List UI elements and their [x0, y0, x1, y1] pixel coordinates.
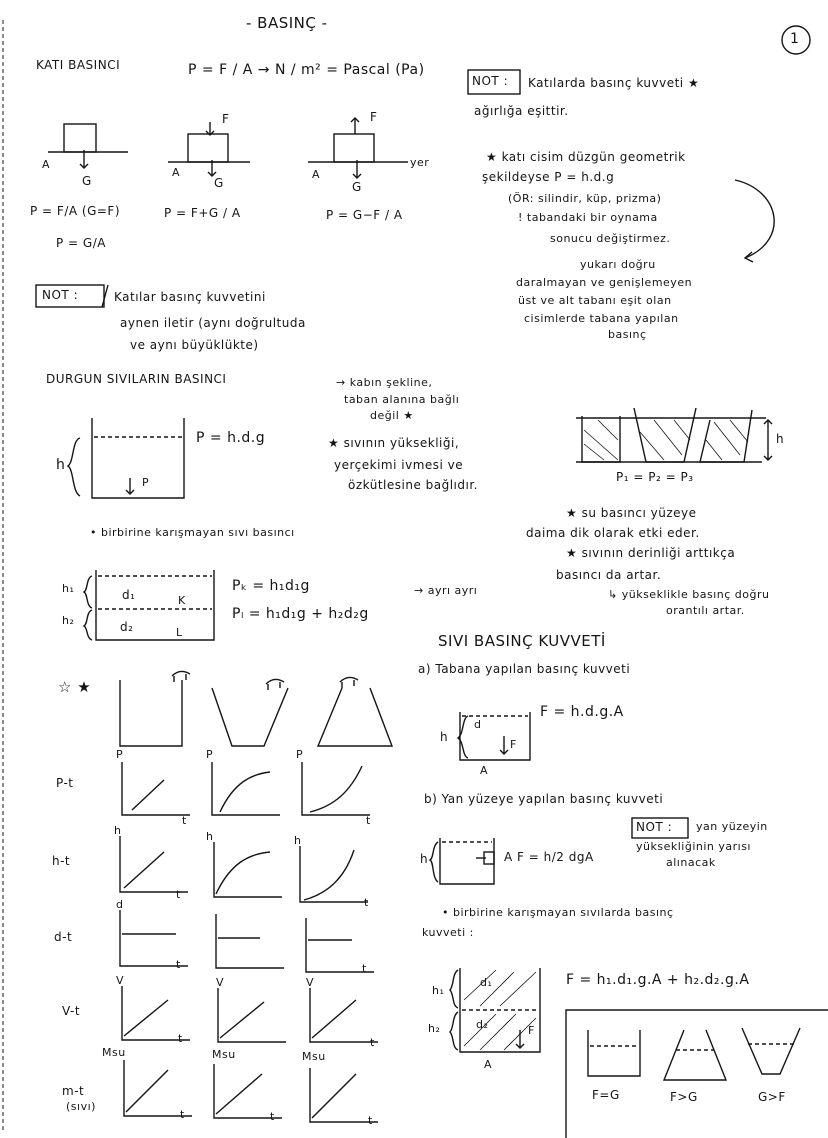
solid-note-label: NOT :	[42, 288, 79, 302]
graph-row-d-t	[120, 910, 374, 972]
case2-g: G	[214, 176, 224, 190]
axis-v-2: V	[216, 976, 225, 989]
graph-vessels	[120, 671, 392, 746]
axis-h-3: h	[294, 834, 302, 847]
axis-t-2: t	[366, 814, 371, 827]
force-b-note-2: yüksekliğinin yarısı	[636, 840, 751, 853]
axis-v-3: V	[306, 976, 315, 989]
liquid-separate: → ayrı ayrı	[414, 584, 478, 597]
cmp-2: F>G	[670, 1090, 698, 1104]
cmp-3: G>F	[758, 1090, 786, 1104]
surface-2: daima dik olarak etki eder.	[526, 526, 700, 540]
row-label-d-t: d-t	[54, 930, 73, 944]
force-mixed-formula: F = h₁.d₁.g.A + h₂.d₂.g.A	[566, 972, 750, 988]
liquid-k: K	[178, 594, 186, 607]
page-number: 1	[790, 31, 800, 47]
row-label-m-t: m-t	[62, 1084, 85, 1098]
liquid-pk: Pₖ = h₁d₁g	[232, 578, 310, 594]
graph-star: ☆ ★	[58, 678, 92, 696]
right-note-label: NOT :	[472, 74, 509, 88]
comparison-vessels	[566, 1010, 828, 1138]
case2-f: F	[222, 112, 230, 126]
right-star-4: ! tabandaki bir oynama	[518, 211, 658, 224]
case1-formula: P = F/A (G=F)	[30, 204, 121, 218]
right-up-4: cisimlerde tabana yapılan	[524, 312, 679, 325]
force-a-formula: F = h.d.g.A	[540, 704, 624, 720]
axis-v-1: V	[116, 974, 125, 987]
force-f: F	[528, 1024, 535, 1037]
axis-p-2: P	[206, 748, 214, 761]
force-h2: h₂	[428, 1022, 441, 1035]
force-a-f: F	[510, 738, 517, 751]
case3-a: A	[312, 168, 321, 181]
liquid-arrow-3: değil ★	[370, 409, 414, 422]
right-up-5: basınç	[608, 328, 647, 341]
liquid-star-3: özkütlesine bağlıdır.	[348, 478, 478, 492]
liquid-formula: P = h.d.g	[196, 430, 266, 446]
case3-g: G	[352, 180, 362, 194]
right-star-3: (ÖR: silindir, küp, prizma)	[508, 192, 662, 205]
graph-row-p-t	[122, 762, 370, 815]
row-label-p-t: P-t	[56, 776, 74, 790]
case1-a: A	[42, 158, 51, 171]
depth-3: ↳ yüksekliklе basınç doğru	[608, 588, 770, 601]
axis-t-10: t	[270, 1110, 275, 1123]
right-up-2: daralmayan ve genişlemeyen	[516, 276, 693, 289]
force-bullet-2: kuvveti :	[422, 926, 474, 939]
page-title: - BASINÇ -	[246, 14, 328, 32]
liquid-h1: h₁	[62, 582, 75, 595]
liquid-star-2: yerçekimi ivmesi ve	[334, 458, 464, 472]
row-label-h-t: h-t	[52, 854, 71, 868]
liquid-h: h	[56, 457, 66, 473]
axis-h-2: h	[206, 830, 214, 843]
solid-note-2: aynen iletir (aynı doğrultuda	[120, 316, 306, 330]
liquid-p: P	[142, 476, 150, 489]
force-mixed-container	[450, 968, 540, 1052]
axis-p-1: P	[116, 748, 124, 761]
surface-1: ★ su basıncı yüzeye	[566, 506, 697, 520]
cmp-1: F=G	[592, 1088, 620, 1102]
liquid-star-1: ★ sıvının yüksekliği,	[328, 436, 460, 450]
axis-t-6: t	[362, 962, 367, 975]
axis-t-8: t	[370, 1036, 375, 1049]
liquid-h2: h₂	[62, 614, 75, 627]
right-up-3: üst ve alt tabanı eşit olan	[518, 294, 672, 307]
row-label-v-t: V-t	[62, 1004, 81, 1018]
axis-h-1: h	[114, 824, 122, 837]
liquid-d1: d₁	[122, 588, 136, 602]
force-b-note-3: alınacak	[666, 856, 716, 869]
liquid-heading: DURGUN SIVILARIN BASINCI	[46, 372, 227, 386]
solid-formula: P = F / A → N / m² = Pascal (Pa)	[188, 62, 425, 78]
force-b-note-label: NOT :	[636, 820, 673, 834]
force-b-text: b) Yan yüzeye yapılan basınç kuvveti	[424, 792, 664, 806]
force-b-container	[430, 838, 494, 884]
liquid-l: L	[176, 626, 183, 639]
liquid-container	[68, 418, 184, 498]
liquid-arrow-2: taban alanına bağlı	[344, 393, 460, 406]
graph-row-m-t	[124, 1060, 378, 1122]
solid-note-1: Katılar basınç kuvvetini	[114, 290, 266, 304]
right-star-5: sonucu değiştirmez.	[550, 232, 671, 245]
liquid-arrow-1: → kabın şekline,	[336, 376, 433, 389]
case1-g: G	[82, 174, 92, 188]
three-vessels	[576, 408, 772, 462]
axis-t-3: t	[176, 888, 181, 901]
axis-t-11: t	[368, 1114, 373, 1127]
case3-f: F	[370, 110, 378, 124]
case2-a: A	[172, 166, 181, 179]
eq-pressures: P₁ = P₂ = P₃	[616, 470, 694, 484]
force-d1: d₁	[480, 976, 493, 989]
right-star-2: şekildeyse P = h.d.g	[482, 170, 615, 184]
solid-box-3	[308, 118, 408, 178]
axis-t-7: t	[178, 1032, 183, 1045]
axis-d-1: d	[116, 898, 124, 911]
force-h1: h₁	[432, 984, 445, 997]
right-note-1a: Katılarda basınç kuvveti ★	[528, 76, 700, 90]
force-b-note-1: yan yüzeyin	[696, 820, 768, 833]
liquid-pl: Pₗ = h₁d₁g + h₂d₂g	[232, 606, 369, 622]
depth-2: basıncı da artar.	[556, 568, 662, 582]
graph-row-v-t	[122, 986, 378, 1042]
axis-t-4: t	[364, 896, 369, 909]
depth-1: ★ sıvının derinliği arttıkça	[566, 546, 736, 560]
solid-note-3: ve aynı büyüklükte)	[130, 338, 259, 352]
force-a-container	[458, 712, 530, 760]
axis-t-9: t	[180, 1108, 185, 1121]
force-a-d: d	[474, 718, 482, 731]
force-bullet: • birbirine karışmayan sıvılarda basınç	[442, 906, 674, 919]
axis-m-2: Msu	[212, 1048, 236, 1061]
right-star-1: ★ katı cisim düzgün geometrik	[486, 150, 686, 164]
force-a-a: A	[480, 764, 489, 777]
axis-m-1: Msu	[102, 1046, 126, 1059]
force-a-h: h	[440, 730, 449, 744]
axis-t-1: t	[182, 814, 187, 827]
solid-box-2	[168, 122, 250, 176]
force-d2: d₂	[476, 1018, 489, 1031]
liquid-d2: d₂	[120, 620, 134, 634]
liquid-bullet: • birbirine karışmayan sıvı basıncı	[90, 526, 295, 539]
two-liquid-container	[84, 570, 214, 640]
depth-4: orantılı artar.	[666, 604, 745, 617]
force-heading: SIVI BASINÇ KUVVETİ	[438, 632, 606, 650]
solid-box-1	[48, 124, 128, 168]
curve-arrow	[735, 180, 774, 258]
axis-p-3: P	[296, 748, 304, 761]
axis-t-5: t	[176, 958, 181, 971]
axis-m-3: Msu	[302, 1050, 326, 1063]
case2-formula: P = F+G / A	[164, 206, 241, 220]
right-up-1: yukarı doğru	[580, 258, 656, 271]
vessel-h: h	[776, 432, 785, 446]
force-a-label: A	[484, 1058, 493, 1071]
graph-row-h-t	[120, 836, 368, 902]
row-m-unit: (sıvı)	[66, 1100, 96, 1113]
case3-formula: P = G−F / A	[326, 208, 403, 222]
force-b-formula: A F = h/2 dgA	[504, 850, 594, 864]
right-note-1b: ağırlığa eşittir.	[474, 104, 569, 118]
solid-heading: KATI BASINCI	[36, 58, 121, 72]
force-b-h: h	[420, 852, 429, 866]
force-a-text: a) Tabana yapılan basınç kuvveti	[418, 662, 631, 676]
ground-label: yer	[410, 156, 430, 169]
case1-formula-2: P = G/A	[56, 236, 106, 250]
